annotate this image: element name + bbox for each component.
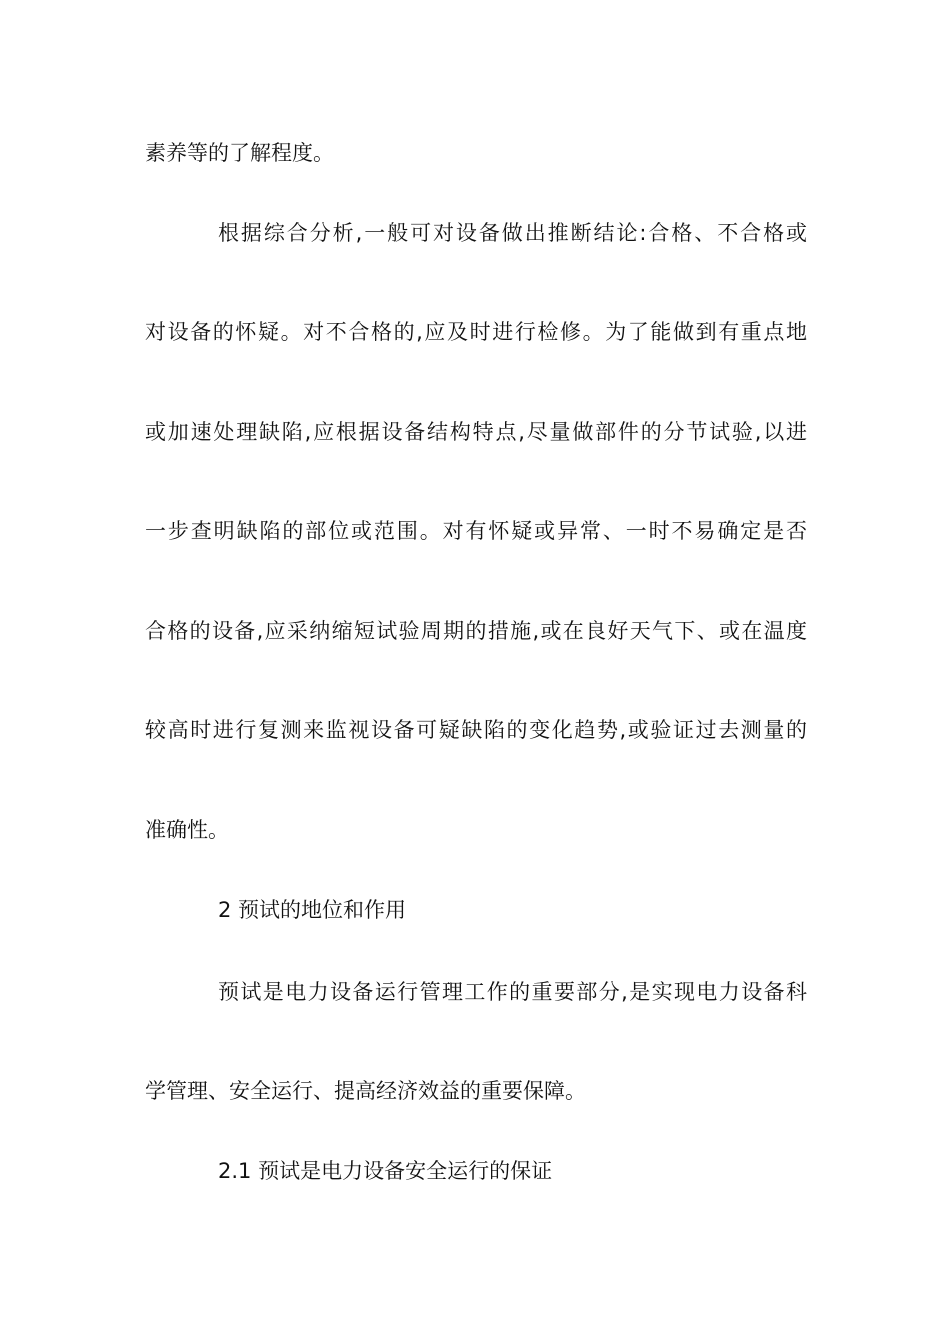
paragraph-line: 预试是电力设备运行管理工作的重要部分,是实现电力设备科: [218, 980, 807, 1004]
paragraph-line: 合格的设备,应采纳缩短试验周期的措施,或在良好天气下、或在温度: [145, 619, 807, 643]
paragraph-line: 较高时进行复测来监视设备可疑缺陷的变化趋势,或验证过去测量的: [145, 718, 807, 742]
paragraph-line: 根据综合分析,一般可对设备做出推断结论:合格、不合格或: [218, 221, 807, 245]
paragraph-line: 一步查明缺陷的部位或范围。对有怀疑或异常、一时不易确定是否: [145, 519, 807, 543]
section-heading: 2 预试的地位和作用: [218, 898, 407, 922]
paragraph-line: 准确性。: [145, 818, 229, 842]
paragraph-line: 对设备的怀疑。对不合格的,应及时进行检修。为了能做到有重点地: [145, 320, 807, 344]
paragraph-line: 或加速处理缺陷,应根据设备结构特点,尽量做部件的分节试验,以进: [145, 420, 807, 444]
paragraph-line: 素养等的了解程度。: [145, 141, 334, 165]
subsection-heading: 2.1 预试是电力设备安全运行的保证: [218, 1159, 553, 1183]
paragraph-line: 学管理、安全运行、提高经济效益的重要保障。: [145, 1079, 586, 1103]
